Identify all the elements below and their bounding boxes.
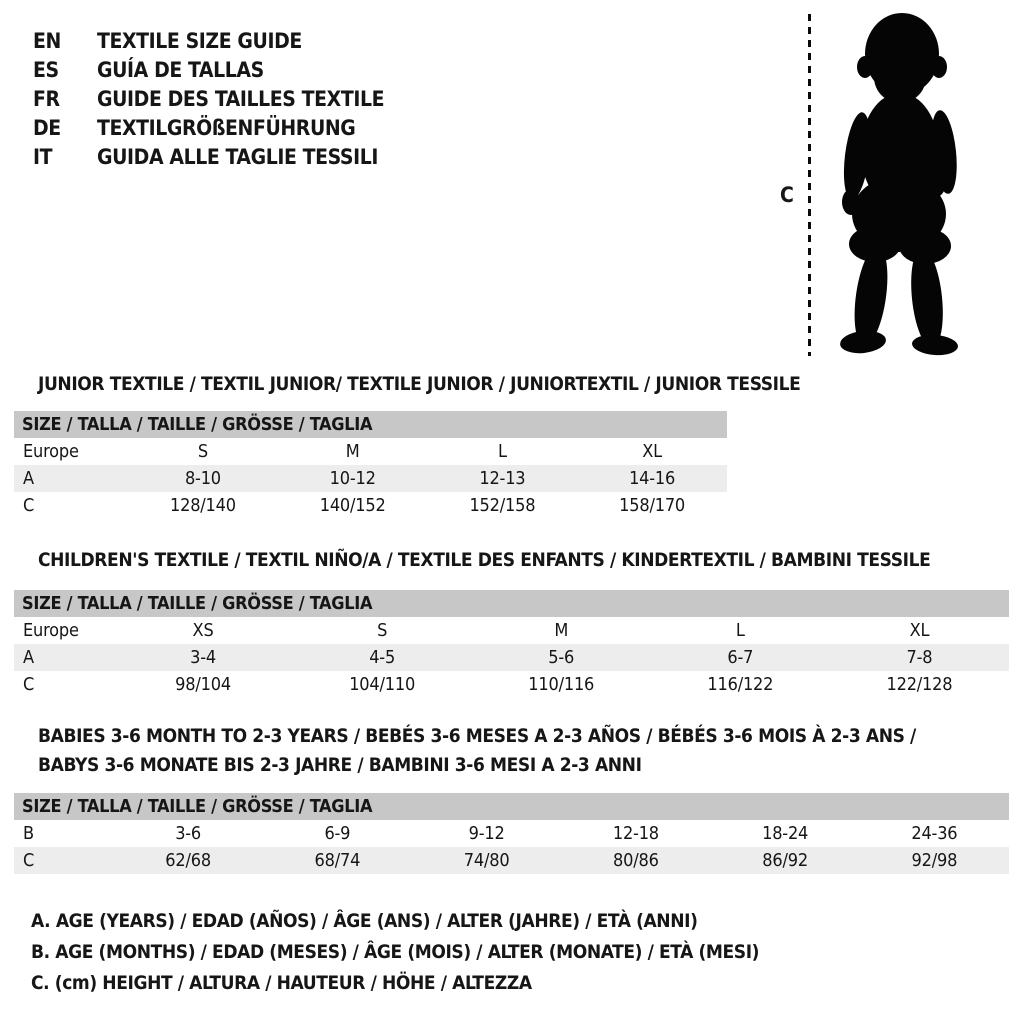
size-cell: 9-12 — [468, 823, 505, 844]
legend-line-a: A. AGE (YEARS) / EDAD (AÑOS) / ÂGE (ANS) / ALTER (JAHRE) / ETÀ (ANNI) — [31, 910, 698, 932]
lang-row-fr — [33, 85, 384, 114]
legend-line-c: C. (cm) HEIGHT / ALTURA / HAUTEUR / HÖHE / ALTEZZA — [31, 972, 532, 994]
size-cell: 86/92 — [762, 850, 808, 871]
size-cell: 68/74 — [314, 850, 361, 871]
lang-code: IT — [33, 145, 53, 169]
size-cell: 14-16 — [629, 468, 676, 489]
row-label: C — [23, 850, 35, 871]
size-cell: 18-24 — [762, 823, 809, 844]
size-cell: 12-13 — [479, 468, 526, 489]
lang-code: DE — [33, 116, 61, 140]
size-header-label: SIZE / TALLA / TAILLE / GRÖSSE / TAGLIA — [14, 411, 727, 438]
size-cell: 24-36 — [911, 823, 958, 844]
size-cell: 6-9 — [324, 823, 351, 844]
size-cell: 7-8 — [906, 647, 933, 668]
size-cell: S — [197, 441, 208, 462]
table-row — [14, 671, 1009, 698]
lang-code: EN — [33, 29, 61, 53]
size-header-row — [14, 411, 727, 438]
row-label: C — [23, 674, 35, 695]
size-header-label: SIZE / TALLA / TAILLE / GRÖSSE / TAGLIA — [14, 590, 1009, 617]
size-cell: 74/80 — [463, 850, 510, 871]
size-cell: 5-6 — [548, 647, 575, 668]
babies-size-table — [14, 793, 1009, 874]
size-cell: XL — [642, 441, 662, 462]
lang-row-en — [33, 27, 384, 56]
size-header-label: SIZE / TALLA / TAILLE / GRÖSSE / TAGLIA — [14, 793, 1009, 820]
table-row — [14, 617, 1009, 644]
size-cell: 98/104 — [175, 674, 231, 695]
lang-title: GUIDA ALLE TAGLIE TESSILI — [97, 145, 379, 169]
babies-title-line-1: BABIES 3-6 MONTH TO 2-3 YEARS / BEBÉS 3-6 MESES A 2-3 AÑOS / BÉBÉS 3-6 MOIS À 2-3 ANS / — [38, 725, 916, 747]
toddler-silhouette — [823, 6, 975, 356]
size-cell: 8-10 — [184, 468, 221, 489]
lang-row-es — [33, 56, 384, 85]
row-label: B — [23, 823, 34, 844]
size-cell: 3-4 — [190, 647, 216, 668]
size-header-row — [14, 793, 1009, 820]
row-label: C — [23, 495, 35, 516]
lang-row-de — [33, 114, 384, 143]
table-row — [14, 465, 727, 492]
size-cell: 158/170 — [619, 495, 686, 516]
lang-title: GUÍA DE TALLAS — [97, 58, 264, 82]
lang-title: TEXTILGRÖßENFÜHRUNG — [97, 116, 356, 140]
row-label: Europe — [23, 441, 79, 462]
size-cell: 92/98 — [911, 850, 958, 871]
size-cell: 152/158 — [469, 495, 536, 516]
size-header-row — [14, 590, 1009, 617]
lang-title: TEXTILE SIZE GUIDE — [97, 29, 302, 53]
row-label: A — [23, 468, 34, 489]
legend-line-b: B. AGE (MONTHS) / EDAD (MESES) / ÂGE (MOIS) / ALTER (MONATE) / ETÀ (MESI) — [31, 941, 760, 963]
table-row — [14, 847, 1009, 874]
children-section-title: CHILDREN'S TEXTILE / TEXTIL NIÑO/A / TEXTILE DES ENFANTS / KINDERTEXTIL / BAMBINI TESSILE — [38, 549, 931, 571]
table-row — [14, 438, 727, 465]
size-cell: 128/140 — [170, 495, 236, 516]
size-cell: L — [497, 441, 507, 462]
table-row — [14, 644, 1009, 671]
junior-section-title: JUNIOR TEXTILE / TEXTIL JUNIOR/ TEXTILE JUNIOR / JUNIORTEXTIL / JUNIOR TESSILE — [38, 373, 801, 395]
size-cell: S — [377, 620, 388, 641]
lang-row-it — [33, 143, 384, 172]
size-cell: 12-18 — [612, 823, 659, 844]
row-label: Europe — [23, 620, 79, 641]
language-title-list — [33, 27, 384, 172]
lang-title: GUIDE DES TAILLES TEXTILE — [97, 87, 385, 111]
table-row — [14, 492, 727, 519]
size-cell: L — [735, 620, 745, 641]
size-cell: 4-5 — [369, 647, 396, 668]
size-cell: M — [345, 441, 360, 462]
children-size-table — [14, 590, 1009, 698]
row-label: A — [23, 647, 34, 668]
size-cell: 140/152 — [319, 495, 386, 516]
size-cell: 122/128 — [886, 674, 953, 695]
size-cell: XS — [192, 620, 214, 641]
legend — [31, 906, 759, 999]
size-cell: 6-7 — [727, 647, 754, 668]
lang-code: FR — [33, 87, 60, 111]
height-measure-dashed-line — [808, 14, 811, 356]
size-cell: 10-12 — [329, 468, 376, 489]
size-cell: 3-6 — [175, 823, 202, 844]
size-cell: 104/110 — [349, 674, 416, 695]
size-cell: 116/122 — [707, 674, 774, 695]
height-label: C — [780, 183, 794, 207]
size-cell: 62/68 — [165, 850, 211, 871]
junior-size-table — [14, 411, 727, 519]
size-cell: M — [554, 620, 569, 641]
babies-title-line-2: BABYS 3-6 MONATE BIS 2-3 JAHRE / BAMBINI 3-6 MESI A 2-3 ANNI — [38, 754, 642, 776]
size-cell: 80/86 — [613, 850, 659, 871]
size-cell: XL — [909, 620, 930, 641]
lang-code: ES — [33, 58, 59, 82]
size-cell: 110/116 — [528, 674, 595, 695]
babies-section-title — [38, 722, 916, 780]
table-row — [14, 820, 1009, 847]
